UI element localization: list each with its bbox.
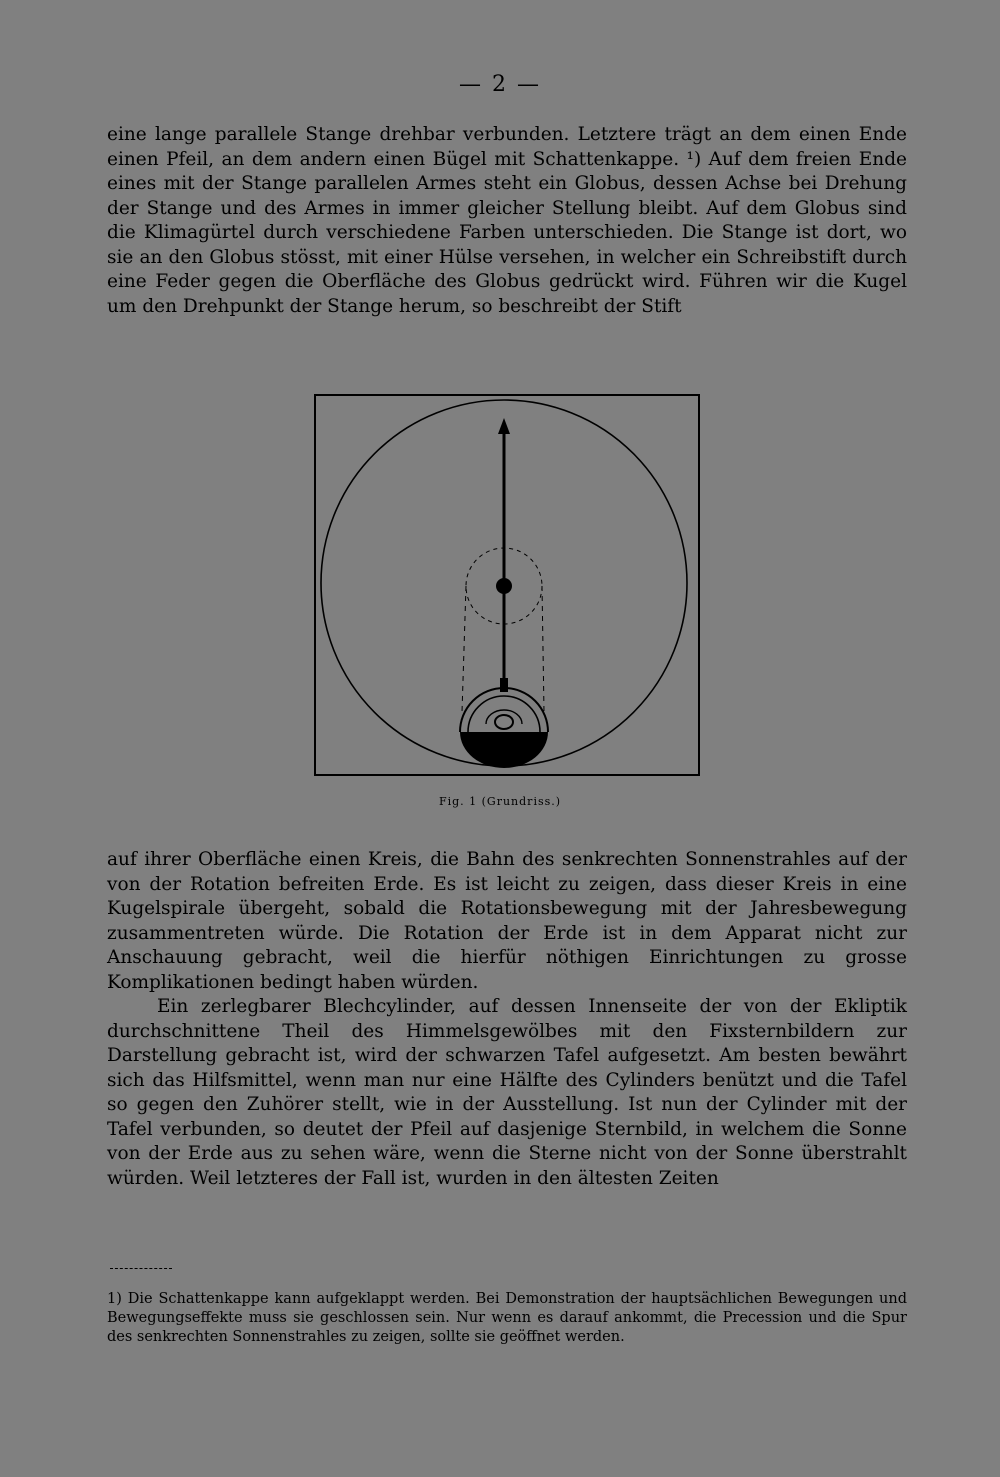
arm-dashed-left (462, 586, 466, 712)
footnote-rule (110, 1268, 172, 1269)
rod-sleeve (500, 678, 508, 692)
globe-center-ring (495, 715, 513, 729)
figure-apparatus-diagram (314, 394, 700, 776)
page-number: — 2 — (459, 72, 541, 97)
body-paragraph-bottom-1: auf ihrer Oberfläche einen Kreis, die Bahn des senkrechten Sonnenstrahles auf der von der Rotation befreiten Erde. Es ist leicht zu zeigen, dass dieser Kreis in eine Kugelspirale übergeht, sobald die Rotationsbewegung mit der Jahresbewegung zusammentreten würde. Die Rotation der Erde ist in dem Apparat nicht zur Anschauung gebracht, weil die hierfür nöthigen Einrichtungen zu grosse Komplikationen bedingt haben würden. (107, 849, 907, 993)
arrow-head (498, 418, 510, 434)
figure-caption: Fig. 1 (Grundriss.) (438, 795, 562, 808)
arm-dashed-right (542, 586, 544, 712)
body-paragraph-bottom-2: Ein zerlegbarer Blechcylinder, auf dessen Innenseite der von der Ekliptik durchschnittene Theil des Himmelsgewölbes mit den Fixsternbildern zur Darstellung gebracht ist, wird der schwarzen Tafel aufgesetzt. Am besten bewährt sich das Hilfsmittel, wenn man nur eine Hälfte des Cylinders benützt und die Tafel so gegen den Zuhörer stellt, wie in der Ausstellung. Ist nun der Cylinder mit der Tafel verbunden, so deutet der Pfeil auf dasjenige Sternbild, in welchem die Sonne von der Erde aus zu sehen wäre, wenn die Sterne nicht von der Sonne überstrahlt würden. Weil letzteres der Fall ist, wurden in den ältesten Zeiten (107, 996, 907, 1189)
body-paragraphs-bottom (107, 848, 907, 1191)
globe-inner-arc (486, 710, 522, 724)
body-paragraph-top: eine lange parallele Stange drehbar verbunden. Letztere trägt an dem einen Ende einen Pfeil, an dem andern einen Bügel mit Schattenkappe. ¹) Auf dem freien Ende eines mit der Stange parallelen Armes steht ein Globus, dessen Achse bei Drehung der Stange und des Armes in immer gleicher Stellung bleibt. Auf dem Globus sind die Klimagürtel durch verschiedene Farben unterschieden. Die Stange ist dort, wo sie an den Globus stösst, mit einer Hülse versehen, in welcher ein Schreibstift durch eine Feder gegen die Oberfläche des Globus gedrückt wird. Führen wir die Kugel um den Drehpunkt der Stange herum, so beschreibt der Stift (107, 124, 907, 317)
footnote: 1) Die Schattenkappe kann aufgeklappt werden. Bei Demonstration der hauptsächlichen Bewegungen und Bewegungseffekte muss sie geschlossen sein. Nur wenn es darauf ankommt, die Precession und die Spur des senkrechten Sonnenstrahles zu zeigen, sollte sie geöffnet werden. (107, 1291, 907, 1345)
pivot-point (496, 578, 512, 594)
figure-svg (314, 394, 700, 776)
